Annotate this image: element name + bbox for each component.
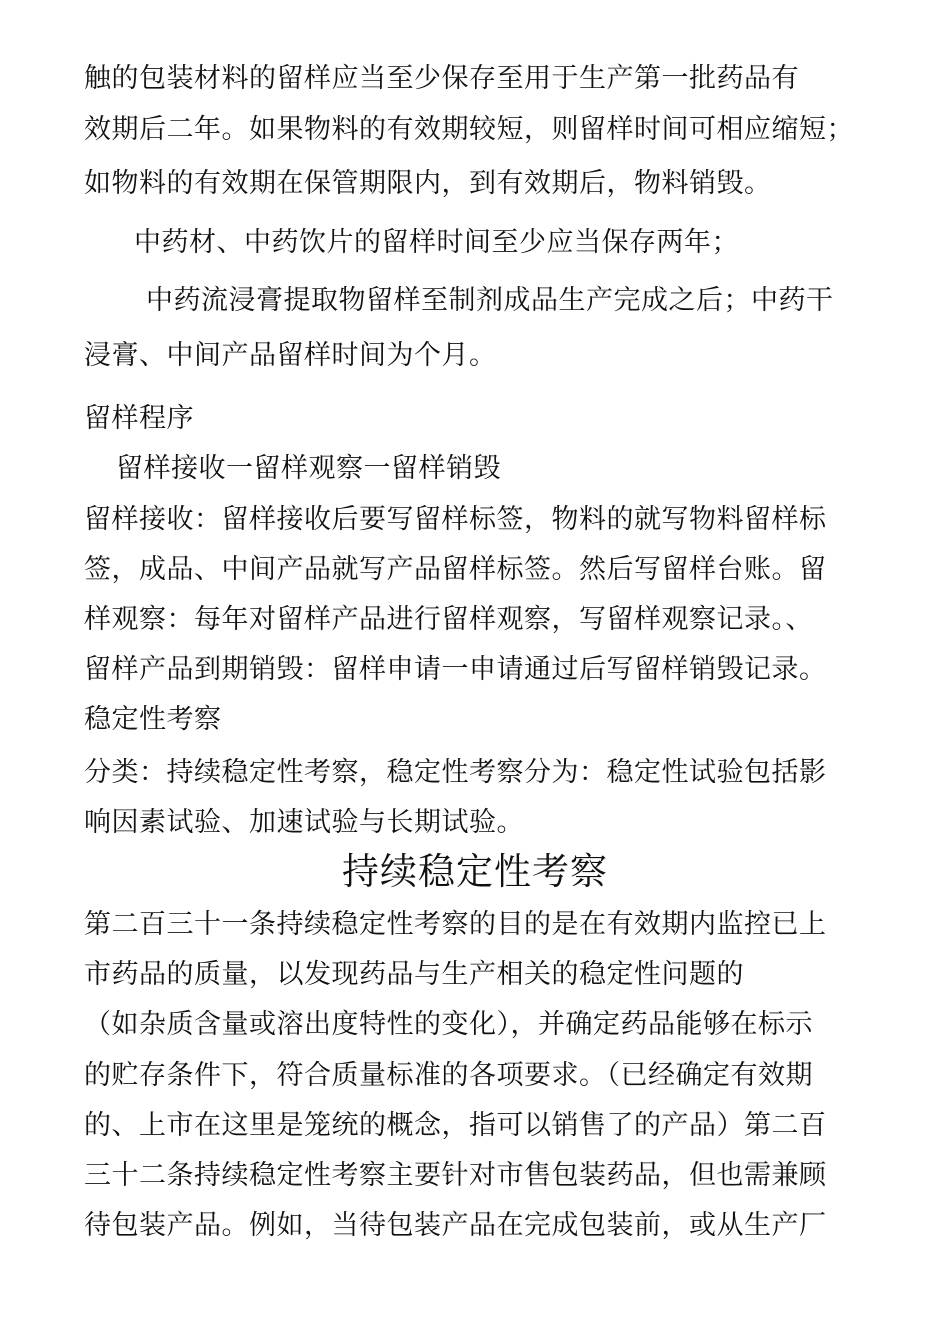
subheading-sample-procedure: 留样程序 [84,403,194,434]
body-line-17: 市药品的质量，以发现药品与生产相关的稳定性问题的 [84,959,744,990]
body-line-21: 三十二条持续稳定性考察主要针对市售包装药品，但也需兼顾 [84,1160,827,1191]
body-line-22: 待包装产品。例如，当待包装产品在完成包装前，或从生产厂 [84,1210,827,1241]
body-line-4: 中药材、中药饮片的留样时间至少应当保存两年； [134,227,739,258]
body-line-9: 留样接收：留样接收后要写留样标签，物料的就写物料留样标 [84,504,827,535]
body-line-6: 浸膏、中间产品留样时间为个月。 [84,340,497,371]
body-line-1: 触的包装材料的留样应当至少保存至用于生产第一批药品有 [84,63,799,94]
body-line-19: 的贮存条件下，符合质量标准的各项要求。（已经确定有效期 [84,1060,813,1091]
body-line-8: 留样接收一留样观察一留样销毁 [116,453,501,484]
body-line-15: 响因素试验、加速试验与长期试验。 [84,807,524,838]
body-line-16: 第二百三十一条持续稳定性考察的目的是在有效期内监控已上 [84,909,827,940]
body-line-3: 如物料的有效期在保管期限内，到有效期后，物料销毁。 [84,168,772,199]
body-line-20: 的、上市在这里是笼统的概念，指可以销售了的产品）第二百 [84,1110,827,1141]
body-line-12: 留样产品到期销毁：留样申请一申请通过后写留样销毁记录。 [84,654,827,685]
body-line-14: 分类：持续稳定性考察，稳定性考察分为：稳定性试验包括影 [84,757,827,788]
body-line-18: （如杂质含量或溶出度特性的变化），并确定药品能够在标示 [84,1009,813,1040]
subheading-stability: 稳定性考察 [84,704,222,735]
body-line-10: 签，成品、中间产品就写产品留样标签。然后写留样台账。留 [84,554,827,585]
body-line-11: 样观察：每年对留样产品进行留样观察，写留样观察记录。、 [84,604,813,635]
body-line-5: 中药流浸膏提取物留样至制剂成品生产完成之后；中药干 [146,285,834,316]
body-line-2: 效期后二年。如果物料的有效期较短，则留样时间可相应缩短； [84,114,854,145]
section-heading: 持续稳定性考察 [342,850,608,893]
